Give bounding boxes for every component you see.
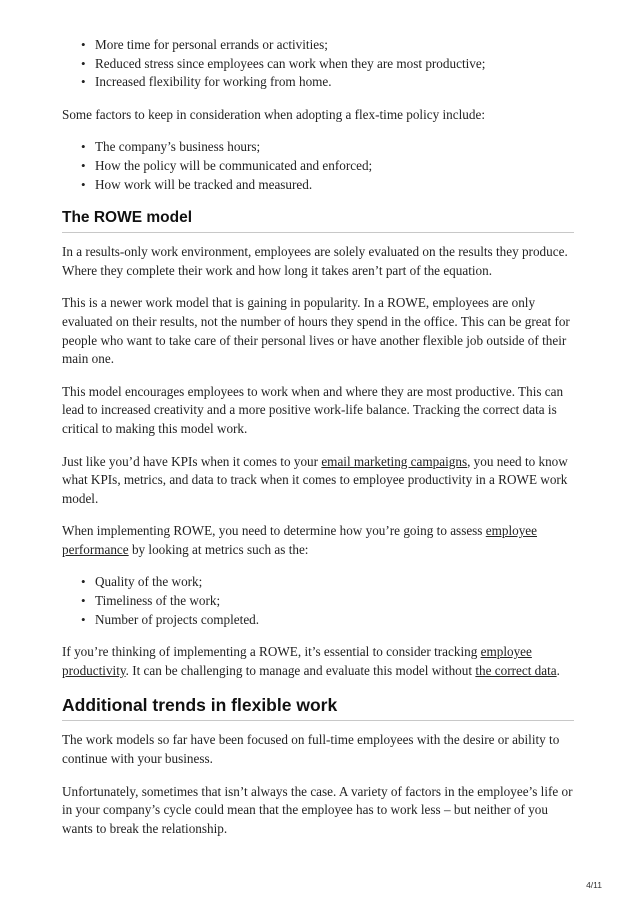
benefits-list xyxy=(62,36,574,92)
text: When implementing ROWE, you need to determine how you’re going to assess xyxy=(62,523,486,539)
paragraph-kpis xyxy=(62,453,574,509)
list-item: • Reduced stress since employees can work when they are most productive; xyxy=(95,55,574,74)
text: . It can be challenging to manage and evaluate this model without xyxy=(125,662,476,678)
list-item: • Timeliness of the work; xyxy=(95,592,574,611)
text: . xyxy=(556,662,560,678)
list-item: • How the policy will be communicated and enforced; xyxy=(95,157,574,176)
text: by looking at metrics such as the: xyxy=(128,541,309,557)
paragraph: The work models so far have been focused on full-time employees with the desire or ability to continue with your business. xyxy=(62,732,560,767)
link-employee-productivity[interactable]: employee productivity xyxy=(62,644,532,678)
list-item: • How work will be tracked and measured. xyxy=(95,176,574,195)
link-the-correct-data[interactable]: the correct data xyxy=(475,662,557,678)
paragraph-tracking xyxy=(62,643,574,680)
link-employee-performance[interactable]: employee performance xyxy=(62,523,538,557)
list-item: • Quality of the work; xyxy=(95,573,574,592)
section-heading-rowe: The ROWE model xyxy=(62,208,574,233)
section-heading-trends: Additional trends in flexible work xyxy=(62,694,574,721)
document-page xyxy=(62,32,574,852)
trends-section xyxy=(62,725,574,838)
factors-list xyxy=(62,138,574,194)
paragraph: This is a newer work model that is gaining in popularity. In a ROWE, employees are only evaluated on their results, not the number of hours they spend in the office. This can be great for people who want to take care of their personal lives or have another flexible job outside of their main one. xyxy=(62,295,570,367)
text: , you need to know what KPIs, metrics, and data to track when it comes to employee productivity in a ROWE work model. xyxy=(62,453,568,506)
paragraph: This model encourages employees to work when and where they are most productive. This can lead to increased creativity and a more positive work-life balance. Tracking the correct data is critical to making this model work. xyxy=(62,383,564,436)
list-item: • More time for personal errands or activities; xyxy=(95,36,574,55)
list-item: • Increased flexibility for working from home. xyxy=(95,73,574,92)
list-item: • Number of projects completed. xyxy=(95,611,574,630)
link-email-marketing-campaigns[interactable]: email marketing campaigns xyxy=(321,453,468,469)
paragraph-implementing xyxy=(62,522,574,559)
text: Just like you’d have KPIs when it comes to your xyxy=(62,453,322,469)
rowe-section xyxy=(62,237,574,680)
paragraph: In a results-only work environment, employees are solely evaluated on the results they produce. Where they complete their work and how long it takes aren’t part of the equation. xyxy=(62,244,568,278)
page-number: 4/11 xyxy=(586,880,602,890)
paragraph: Unfortunately, sometimes that isn’t always the case. A variety of factors in the employee’s life or in your company’s cycle could mean that the employee has to work less – but neither of you wants to break the relationship. xyxy=(62,783,573,836)
metrics-list xyxy=(62,573,574,629)
list-item: • The company’s business hours; xyxy=(95,138,574,157)
text: If you’re thinking of implementing a ROWE, it’s essential to consider tracking xyxy=(62,644,481,660)
paragraph-factors: Some factors to keep in consideration when adopting a flex-time policy include: xyxy=(62,106,485,122)
